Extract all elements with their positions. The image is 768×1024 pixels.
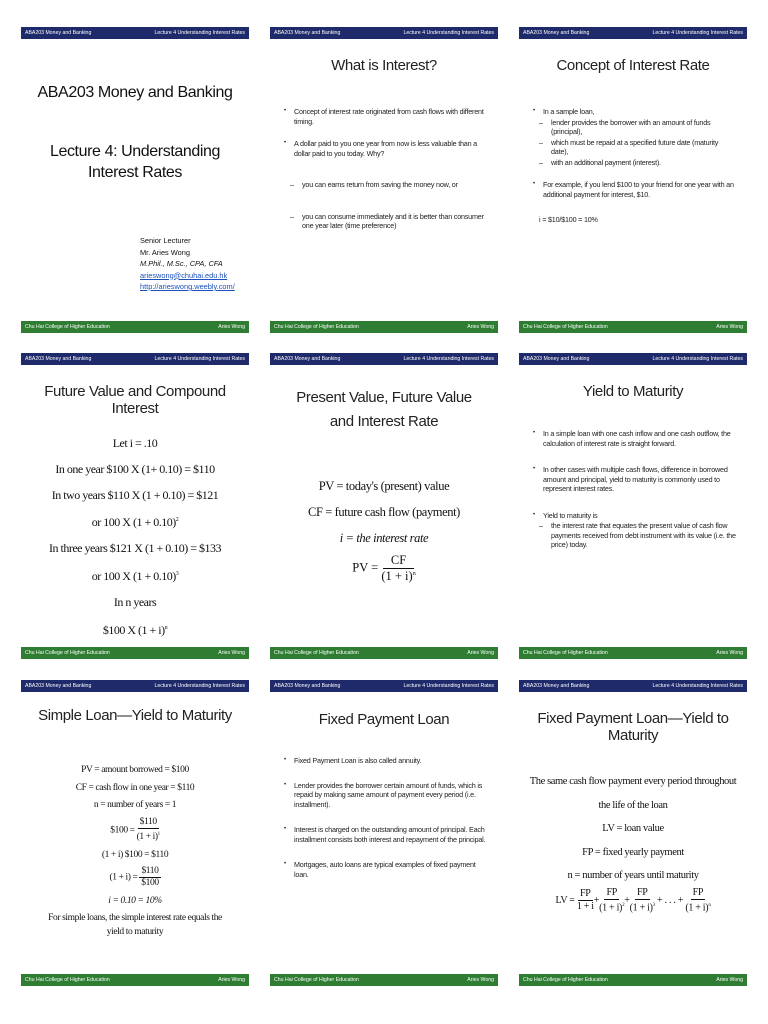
bullet-list: • Concept of interest rate originated from cash flows with different timing. • A dollar paid to you one year from now is less valuable than a dollar paid to you today. Why? – you can earns return from saving the money now, or – you can consume immediately and it is better than consumer one year later (time preference) — [284, 107, 488, 237]
slide-2 — [270, 27, 498, 333]
slide-title: Fixed Payment Loan—Yield to Maturity — [537, 710, 729, 744]
slide-title: Simple Loan—Yield to Maturity — [38, 707, 232, 724]
website-link[interactable]: http://arieswong.weebly.com/ — [140, 282, 235, 291]
bullet-list: • In a sample loan, – lender provides the borrower with an amount of funds (principal), – which must be repaid at a specified future date (maturity date), – with an additional payment (interest). • For example, if you lend $100 to your friend for one year with an additional payment for interest, $10. i = $10/$100 = 10% — [533, 107, 737, 225]
slide-footer: Chu Hai College of Higher Education Aries Wong — [270, 974, 498, 986]
slide-title: What is Interest? — [331, 57, 437, 74]
slide-header: ABA203 Money and Banking Lecture 4 Understanding Interest Rates — [519, 353, 747, 365]
email-link[interactable]: arieswong@chuhai.edu.hk — [140, 270, 228, 280]
fixed-payment-definitions: The same cash flow payment every period throughout the life of the loan LV = loan value FP = fixed yearly payment n = number of years until maturity — [529, 776, 737, 881]
slide-8 — [270, 680, 498, 986]
slide-1 — [21, 27, 249, 333]
fixed-payment-formula: LV = $\frac{FP}{1 + i}$ + $\frac{FP}{(1 + i)^2}$ + $\frac{FP}{(1 + i)^3}$ + . . . + $\frac{FP}{(1 + i)^n}$ — [555, 887, 711, 914]
bullet-list: • Fixed Payment Loan is also called annuity. • Lender provides the borrower certain amount of funds, which is repaid by making same amount of payment every period (i.e. installment). • Interest is charged on the outstanding amount of principal. Each installment consists both interest and repayment of the principal. • Mortgages, auto loans are typical examples of fixed payment loan. — [284, 756, 488, 892]
slide-header: ABA203 Money and Banking Lecture 4 Understanding Interest Rates — [270, 27, 498, 39]
interest-equation: i = $10/$100 = 10% — [539, 215, 598, 224]
slide-3 — [519, 27, 747, 333]
pv-formula: PV = $\frac{CF}{(1 + i)^n}$ — [352, 553, 416, 583]
slide-footer: Chu Hai College of Higher Education Aries Wong — [21, 647, 249, 659]
slide-title: Concept of Interest Rate — [556, 57, 710, 74]
compound-interest-lines: Let i = .10 In one year $100 X (1+ 0.10) = $110 In two years $110 X (1 + 0.10) = $121 or 100 X $(1 + 0.10)^2$ In three years $121 X (1 + 0.10) = $133 or 100 X $(1 + 0.10)^3$ In n years $100 X $(1 + i)^n$ — [49, 436, 221, 637]
slide-header: ABA203 Money and Banking Lecture 4 Understanding Interest Rates — [21, 27, 249, 39]
slide-footer: Chu Hai College of Higher Education Aries Wong — [21, 321, 249, 333]
lecture-title: Lecture 4: Understanding Interest Rates — [49, 143, 221, 181]
simple-loan-steps: PV = amount borrowed = $100 CF = cash flow in one year = $110 n = number of years = 1 $100 = $\frac{\$110}{(1 + i)^1}$ (1 + i) $100 = $110 (1 + i) = $\frac{\$110}{\$100}$ i = 0.10 = 10% For simple loans, the simple interest rate equals the yield to maturity — [48, 765, 222, 937]
bullet-list: • In a simple loan with one cash inflow and one cash outflow, the calculation of interest rate is straight forward. • In other cases with multiple cash flows, difference in borrowed amount and principal, yield to maturity is commonly used to represent interest rates. • Yield to maturity is – the interest rate that equates the present value of cash flow payments received from debt instrument with its value (i.e. the price) today. — [533, 429, 737, 556]
slide-title: Future Value and Compound Interest — [44, 383, 226, 417]
slide-7 — [21, 680, 249, 986]
slide-5 — [270, 353, 498, 659]
slide-header: ABA203 Money and Banking Lecture 4 Understanding Interest Rates — [270, 680, 498, 692]
slide-header: ABA203 Money and Banking Lecture 4 Understanding Interest Rates — [270, 353, 498, 365]
slide-footer: Chu Hai College of Higher Education Aries Wong — [519, 647, 747, 659]
slide-header: ABA203 Money and Banking Lecture 4 Understanding Interest Rates — [21, 680, 249, 692]
slide-title: Yield to Maturity — [582, 383, 684, 400]
slide-header: ABA203 Money and Banking Lecture 4 Understanding Interest Rates — [21, 353, 249, 365]
pv-definitions: PV = today's (present) value CF = future cash flow (payment) i = the interest rate — [308, 479, 460, 545]
slide-6 — [519, 353, 747, 659]
slide-4 — [21, 353, 249, 659]
slide-9 — [519, 680, 747, 986]
slide-footer: Chu Hai College of Higher Education Aries Wong — [270, 321, 498, 333]
course-title: ABA203 Money and Banking — [37, 84, 233, 101]
slide-footer: Chu Hai College of Higher Education Aries Wong — [519, 974, 747, 986]
lecturer-info: Senior Lecturer Mr. Aries Wong M.Phil., M.Sc., CPA, CFA arieswong@chuhai.edu.hk http://arieswong.weebly.com/ — [140, 236, 235, 291]
slide-footer: Chu Hai College of Higher Education Aries Wong — [519, 321, 747, 333]
slide-title: Present Value, Future Value and Interest Rate — [296, 389, 472, 430]
slide-header: ABA203 Money and Banking Lecture 4 Understanding Interest Rates — [519, 680, 747, 692]
slide-footer: Chu Hai College of Higher Education Aries Wong — [270, 647, 498, 659]
slide-header: ABA203 Money and Banking Lecture 4 Understanding Interest Rates — [519, 27, 747, 39]
slide-footer: Chu Hai College of Higher Education Aries Wong — [21, 974, 249, 986]
slide-title: Fixed Payment Loan — [318, 711, 450, 728]
